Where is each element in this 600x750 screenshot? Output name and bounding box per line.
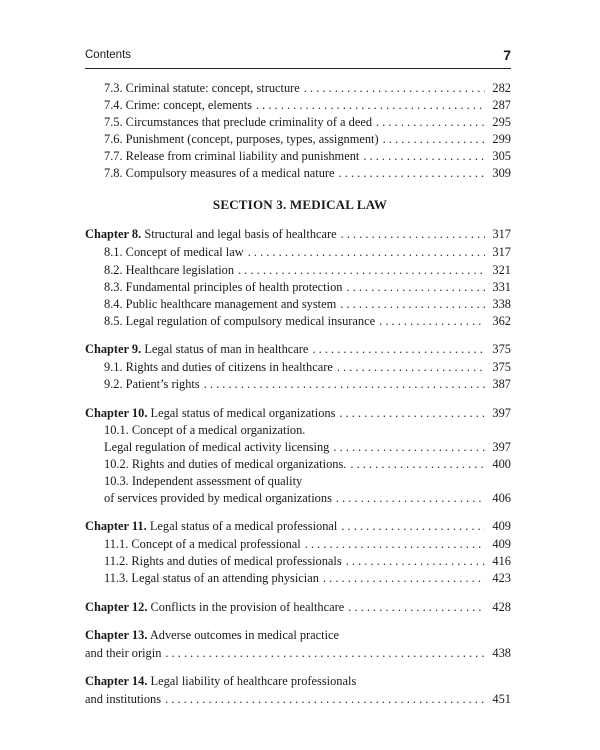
- toc-chapter-11[interactable]: Chapter 11. Legal status of a medical professional . . . 409: [85, 518, 511, 534]
- toc-entry-7-6[interactable]: 7.6. Punishment (concept, purposes, types, assignment) . . . 299: [104, 131, 511, 147]
- toc-entry-8-1[interactable]: 8.1. Concept of medical law . . . 317: [104, 244, 511, 260]
- toc-entry-8-3[interactable]: 8.3. Fundamental principles of health protection . . . 331: [104, 279, 511, 295]
- toc-entry-11-1[interactable]: 11.1. Concept of a medical professional . . . 409: [104, 536, 511, 552]
- section-title: SECTION 3. MEDICAL LAW: [212, 197, 388, 212]
- toc-chapter-8[interactable]: Chapter 8. Structural and legal basis of healthcare . . . 317: [85, 226, 511, 242]
- toc-entry-11-2[interactable]: 11.2. Rights and duties of medical professionals . . . 416: [104, 553, 511, 569]
- toc-entry-7-7[interactable]: 7.7. Release from criminal liability and punishment . . . 305: [104, 148, 511, 164]
- running-title: Contents: [85, 49, 132, 61]
- toc-entry-9-1[interactable]: 9.1. Rights and duties of citizens in healthcare . . . 375: [104, 359, 511, 375]
- toc-entry-11-3[interactable]: 11.3. Legal status of an attending physician . . . 423: [104, 570, 511, 586]
- toc-chapter-12[interactable]: Chapter 12. Conflicts in the provision of healthcare . . . 428: [85, 599, 511, 615]
- toc-entry-10-1-line1[interactable]: 10.1. Concept of a medical organization.: [104, 423, 306, 437]
- toc-chapter-9[interactable]: Chapter 9. Legal status of man in healthcare . . . 375: [85, 341, 511, 357]
- toc-entry-8-4[interactable]: 8.4. Public healthcare management and system . . . 338: [104, 296, 511, 312]
- toc-entry-7-3[interactable]: 7.3. Criminal statute: concept, structure . . . 282: [104, 80, 511, 96]
- toc-entry-9-2[interactable]: 9.2. Patient’s rights . . . 387: [104, 376, 511, 392]
- toc-entry-10-3[interactable]: of services provided by medical organizations . . . 406: [104, 490, 511, 506]
- toc-entry-7-5[interactable]: 7.5. Circumstances that preclude criminality of a deed . . . 295: [104, 114, 511, 130]
- toc-entry-7-4[interactable]: 7.4. Crime: concept, elements . . . 287: [104, 97, 511, 113]
- toc-entry-10-3-line1[interactable]: 10.3. Independent assessment of quality: [104, 474, 303, 488]
- toc-entry-7-8[interactable]: 7.8. Compulsory measures of a medical nature . . . 309: [104, 165, 511, 181]
- toc-chapter-10[interactable]: Chapter 10. Legal status of medical organizations . . . 397: [85, 405, 511, 421]
- toc-entry-10-1[interactable]: Legal regulation of medical activity licensing . . . 397: [104, 439, 511, 455]
- toc-entry-8-5[interactable]: 8.5. Legal regulation of compulsory medical insurance . . . 362: [104, 313, 511, 329]
- toc-chapter-13-line1[interactable]: Chapter 13. Adverse outcomes in medical practice: [85, 628, 340, 642]
- toc-entry-8-2[interactable]: 8.2. Healthcare legislation . . . 321: [104, 262, 511, 278]
- toc-chapter-14-line1[interactable]: Chapter 14. Legal liability of healthcare professionals: [85, 674, 357, 688]
- page-number: 7: [503, 47, 511, 63]
- toc-chapter-14[interactable]: and institutions . . . 451: [85, 691, 511, 707]
- toc-chapter-13[interactable]: and their origin . . . 438: [85, 645, 511, 661]
- toc-entry-10-2[interactable]: 10.2. Rights and duties of medical organizations. . . . 400: [104, 456, 511, 472]
